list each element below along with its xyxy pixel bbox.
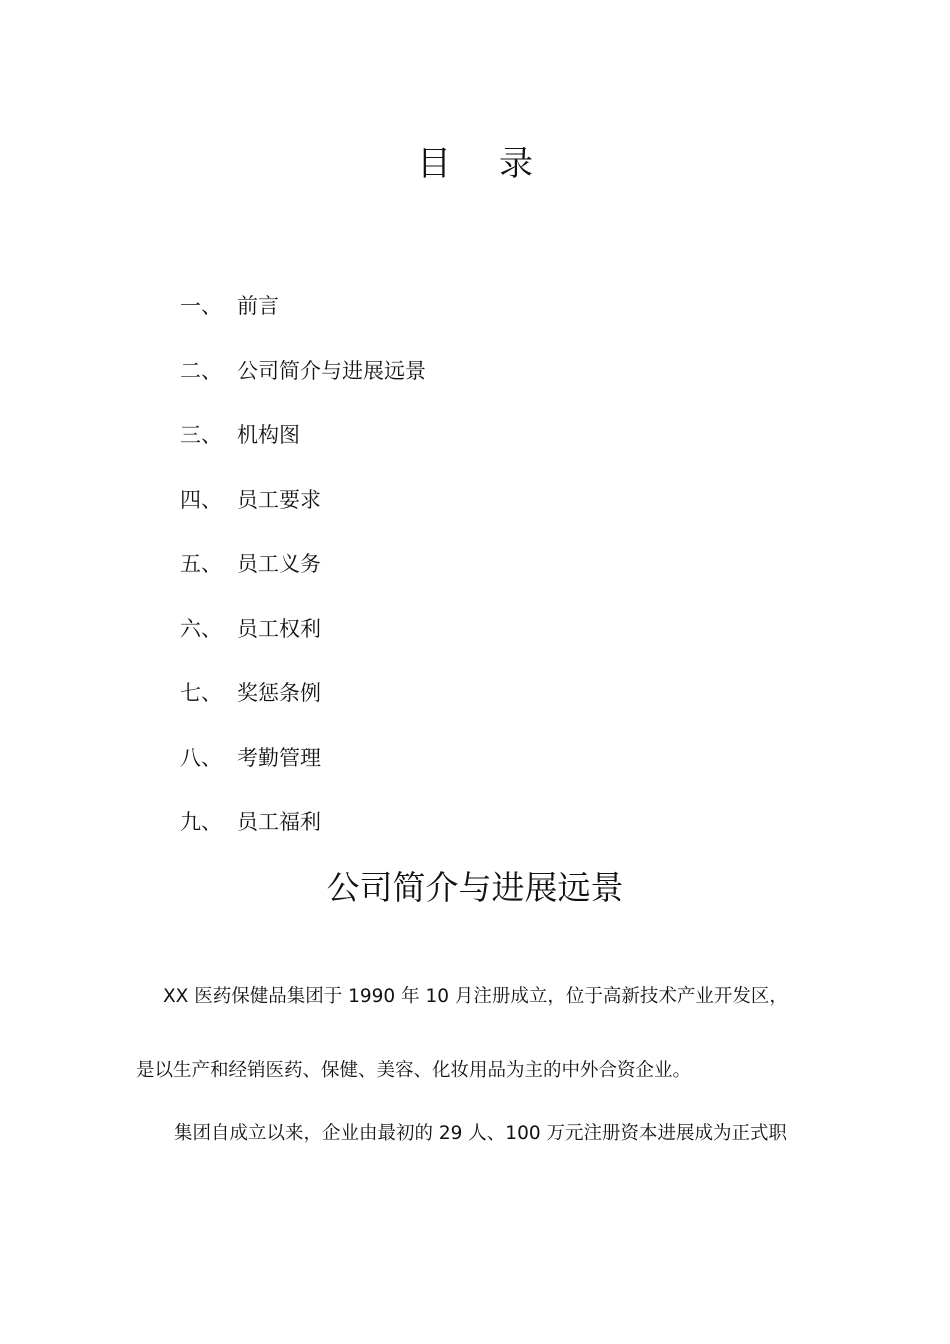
toc-item: [180, 480, 426, 545]
toc-item-number: 九、: [180, 810, 222, 834]
toc-item-label: 员工义务: [237, 552, 321, 576]
toc-item-number: 八、: [180, 745, 222, 770]
toc-item-number: 三、: [180, 423, 222, 447]
toc-item-label: 公司简介与进展远景: [237, 358, 426, 383]
toc-item: [180, 415, 426, 480]
toc-item-number: 一、: [180, 294, 222, 318]
toc-item: [180, 738, 426, 803]
toc-item-label: 员工要求: [237, 487, 321, 512]
section-title: 公司简介与进展远景: [326, 868, 624, 907]
toc-item-label: 员工福利: [237, 810, 321, 834]
body-paragraph: 集团自成立以来，企业由最初的 29 人、100 万元注册资本进展成为正式职: [174, 1123, 787, 1144]
toc-title: 目录: [417, 144, 581, 184]
toc-item-number: 六、: [180, 616, 222, 641]
toc-item-label: 考勤管理: [237, 745, 321, 770]
toc-item-label: 机构图: [237, 423, 300, 447]
toc-item-label: 奖惩条例: [237, 681, 321, 705]
toc-item: [180, 609, 426, 674]
toc-item: [180, 286, 426, 351]
body-paragraph: 是以生产和经销医药、保健、美容、化妆用品为主的中外合资企业。: [136, 1060, 692, 1081]
toc-item: [180, 351, 426, 416]
body-paragraph: XX 医药保健品集团于 1990 年 10 月注册成立，位于高新技术产业开发区，: [163, 986, 788, 1007]
toc-item: [180, 544, 426, 609]
toc-list: [180, 286, 426, 867]
toc-item-number: 二、: [180, 358, 222, 383]
toc-item-number: 五、: [180, 552, 222, 576]
toc-item-number: 四、: [180, 487, 222, 512]
toc-item-number: 七、: [180, 681, 222, 705]
toc-item: [180, 802, 426, 867]
toc-item-label: 前言: [237, 294, 279, 318]
toc-item: [180, 673, 426, 738]
toc-item-label: 员工权利: [237, 616, 321, 641]
